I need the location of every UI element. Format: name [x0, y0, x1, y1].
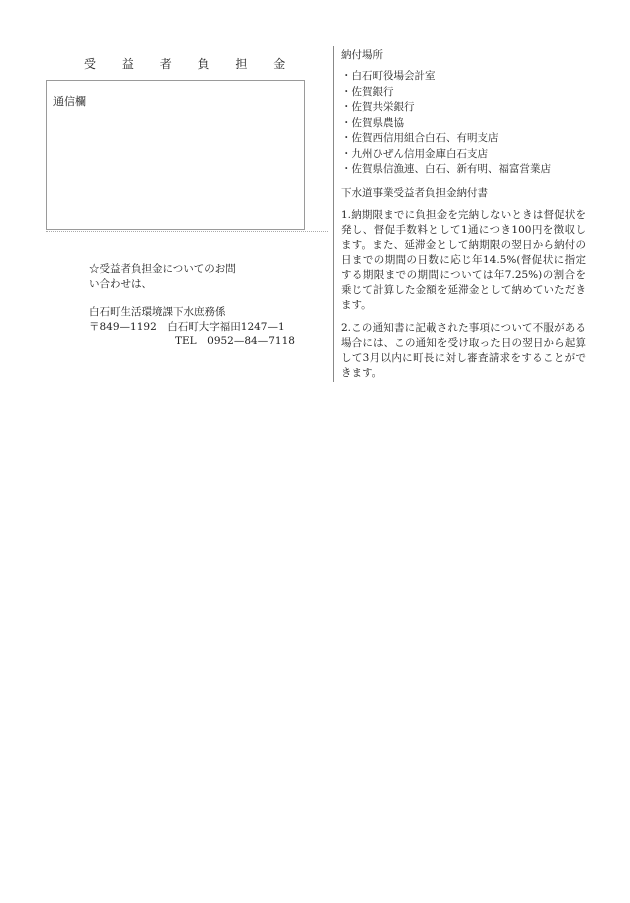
payment-place-item: ・白石町役場会計室: [341, 70, 436, 82]
right-column: [341, 48, 586, 389]
vertical-divider: [333, 46, 334, 382]
payment-place-item: ・佐賀県信漁連、白石、新有明、福富営業店: [341, 163, 551, 175]
notice-title: 下水道事業受益者負担金納付書: [341, 186, 488, 199]
notice-paragraph-1: 1.納期限までに負担金を完納しないときは督促状を発し、督促手数料として1通につき100円を徴収します。また、延滞金として納期限の翌日から納付の日までの期間の日数に応じ年14.5%(督促状に指定する期限までの期間については年7.25%)の割合を乗じて計算した金額を延滞金として納めていただきます。: [341, 208, 586, 311]
inquiry-block: [89, 262, 299, 349]
payment-place-item: ・佐賀銀行: [341, 85, 394, 98]
payment-place-item: ・佐賀県農協: [341, 116, 404, 129]
inquiry-line-1: ☆受益者負担金についてのお問: [89, 263, 236, 275]
notice-paragraph-2: 2.この通知書に記載された事項について不服がある場合には、この通知を受け取った日の翌日から起算して3月以内に町長に対し審査請求をすることができます。: [341, 321, 586, 379]
payment-place-item: ・九州ひぜん信用金庫白石支店: [341, 147, 488, 160]
title-char: 益: [121, 57, 134, 71]
title-char: 負: [197, 57, 210, 71]
title-beneficiary-charge: [84, 55, 307, 72]
inquiry-office: 白石町生活環境課下水庶務係: [89, 306, 226, 318]
payment-place-item: ・佐賀共栄銀行: [341, 101, 415, 113]
message-box: [46, 80, 305, 230]
title-char: 担: [235, 57, 248, 71]
inquiry-line-2: い合わせは、: [89, 277, 152, 290]
title-char: 者: [159, 57, 172, 71]
payment-places-list: [341, 69, 586, 178]
payment-places-heading: 納付場所: [341, 49, 383, 61]
title-char: 受: [84, 57, 97, 71]
dotted-cut-line: [46, 231, 328, 232]
inquiry-address: 〒849—1192 白石町大字福田1247—1: [89, 320, 285, 333]
title-char: 金: [273, 57, 286, 71]
inquiry-tel: TEL 0952—84—7118: [175, 335, 295, 347]
payment-place-item: ・佐賀西信用組合白石、有明支店: [341, 132, 499, 144]
message-box-label: 通信欄: [53, 95, 86, 108]
